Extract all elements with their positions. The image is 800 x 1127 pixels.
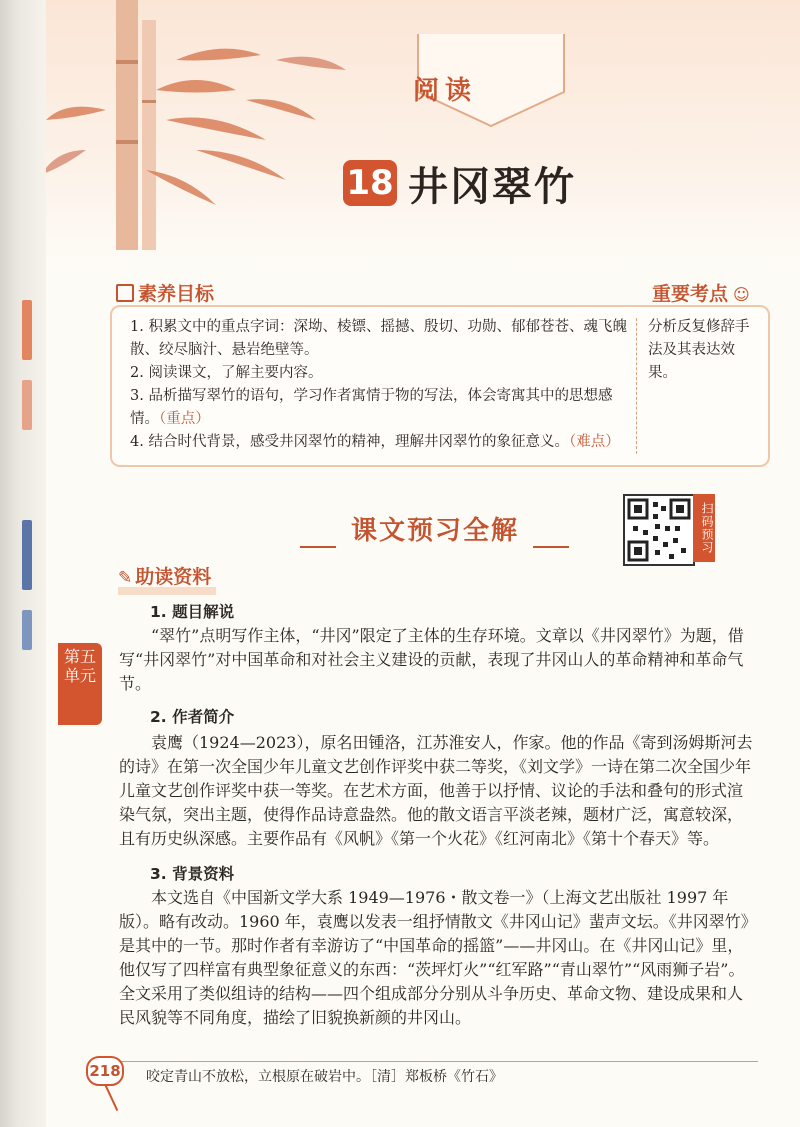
qr-code[interactable] bbox=[623, 494, 695, 566]
section-underline-right bbox=[533, 546, 569, 548]
header-banner bbox=[46, 0, 800, 260]
paragraph-background: 本文选自《中国新文学大系 1949—1976・散文卷一》（上海文艺出版社 1997 年版）。略有改动。1960 年，袁鹰以发表一组抒情散文《井冈山记》蜚声文坛。《井冈翠竹》是其中的一节。那时作者有幸游访了“中国革命的摇篮”——井冈山。在《井冈山记》里，他仅写了四样富有典型象征意义的东西：“茨坪灯火”“红军路”“青山翠竹”“风雨狮子岩”。全文采用了类似组诗的结构——四个组成部分分别从斗争历史、革命文物、建设成果和人民风貌等不同角度，描绘了旧貌换新颜的井冈山。 bbox=[119, 888, 749, 1027]
book-page-edge bbox=[0, 0, 46, 1127]
footer-rule bbox=[120, 1061, 758, 1062]
goal-item bbox=[130, 385, 635, 431]
edge-tab-pink bbox=[22, 380, 32, 430]
subheading-background: 3. 背景资料 bbox=[150, 865, 235, 883]
goal-text: 1. 积累文中的重点字词：深坳、棱镖、摇撼、殷切、功勋、郁郁苍苍、魂飞魄散、绞尽脑汁、悬岩绝壁等。 bbox=[130, 319, 627, 358]
subheading-title-explain: 1. 题目解说 bbox=[150, 603, 235, 621]
person-list-icon: ☺ bbox=[733, 285, 750, 304]
lesson-title: 井冈翠竹 bbox=[408, 164, 576, 210]
section-underline-left bbox=[300, 546, 336, 548]
edge-tab-blue bbox=[22, 520, 32, 590]
section-title: 课文预习全解 bbox=[350, 516, 519, 546]
footer-accent bbox=[104, 1083, 118, 1111]
footer-quote: 咬定青山不放松，立根原在破岩中。［清］郑板桥《竹石》 bbox=[146, 1069, 503, 1085]
focus-tag: （重点） bbox=[159, 411, 210, 427]
subheading-author: 2. 作者简介 bbox=[150, 708, 235, 726]
qr-label: 扫码预习 bbox=[693, 494, 715, 562]
goals-heading-text: 素养目标 bbox=[138, 283, 215, 305]
goal-text: 4. 结合时代背景，感受井冈翠竹的精神，理解井冈翠竹的象征意义。 bbox=[130, 434, 569, 450]
paragraph-author: 袁鹰（1924—2023），原名田锺洛，江苏淮安人，作家。他的作品《寄到汤姆斯河去的诗》在第一次全国少年儿童文艺创作评奖中获二等奖，《刘文学》一诗在第二次全国少年儿童文艺创作评奖中获一等奖。在艺术方面，他善于以抒情、议论的手法和叠句的形式渲染气氛，突出主题，使得作品诗意盎然。他的散文语言平淡老辣，题材广泛，寓意较深，且有历史纵深感。主要作品有《风帆》《第一个火花》《红河南北》《第十个春天》等。 bbox=[119, 733, 753, 848]
unit-tab: 第五单元 bbox=[58, 643, 102, 725]
lesson-number-badge: 18 bbox=[343, 160, 397, 206]
goal-item bbox=[130, 316, 635, 362]
category-label: 阅读 bbox=[412, 76, 477, 106]
goal-text: 2. 阅读课文，了解主要内容。 bbox=[130, 365, 323, 381]
edge-tab-orange bbox=[22, 300, 32, 360]
goals-list bbox=[130, 316, 635, 454]
edge-tab-lightblue bbox=[22, 610, 32, 650]
key-points-heading bbox=[652, 279, 750, 306]
goals-heading bbox=[116, 279, 214, 306]
assist-heading-text: 助读资料 bbox=[135, 566, 212, 588]
assist-heading bbox=[118, 562, 211, 589]
goal-text: 3. 品析描写翠竹的语句，学习作者寓情于物的写法，体会寄寓其中的思想感情。 bbox=[130, 388, 613, 427]
goals-divider bbox=[636, 318, 637, 454]
key-points-text: 分析反复修辞手法及其表达效果。 bbox=[648, 319, 750, 381]
key-points-heading-text: 重要考点 bbox=[652, 283, 729, 305]
qr-code-icon bbox=[625, 496, 693, 564]
goal-item bbox=[130, 362, 635, 385]
goal-item bbox=[130, 431, 635, 454]
page-number: 218 bbox=[86, 1056, 124, 1086]
paragraph-title-explain: “翠竹”点明写作主体，“井冈”限定了主体的生存环境。文章以《井冈翠竹》为题，借写“井冈翠竹”对中国革命和对社会主义建设的贡献，表现了井冈山人的革命精神和革命气节。 bbox=[119, 626, 744, 693]
pen-icon: ✎ bbox=[118, 568, 133, 588]
difficulty-tag: （难点） bbox=[568, 434, 620, 450]
goal-flag-icon bbox=[116, 284, 134, 302]
